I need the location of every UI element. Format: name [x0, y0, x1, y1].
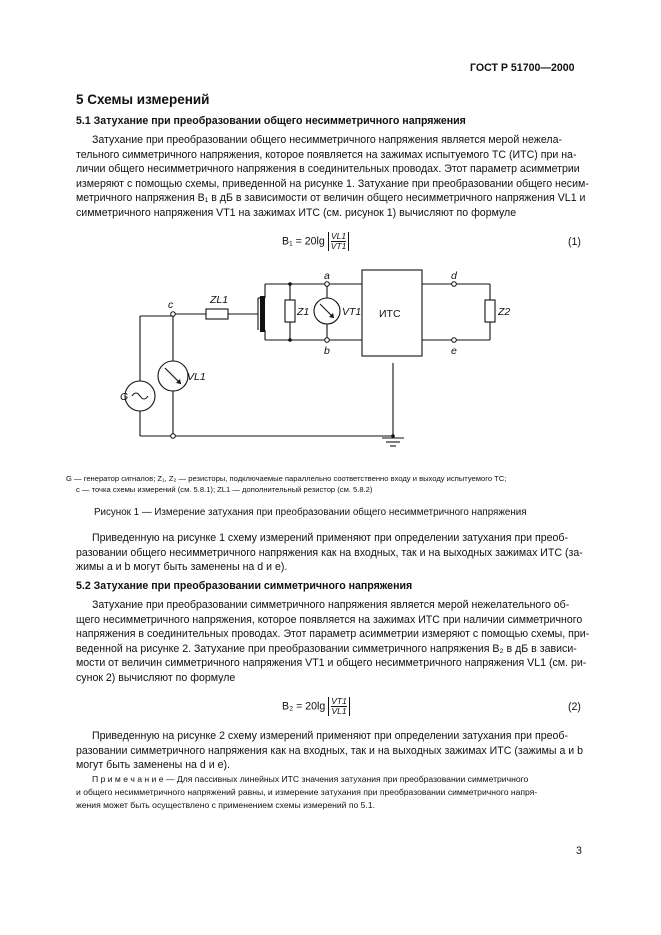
formula-2: [282, 697, 350, 716]
junction: [391, 434, 395, 438]
sine-symbol: [132, 393, 148, 399]
text-line: разовании общего несимметричного напряжения как на входных, так и на выходных зажимах ИТС (за-: [76, 546, 583, 559]
note-line: жения может быть осуществлено с применением схемы измерений по 5.1.: [76, 800, 375, 810]
label-c: c: [168, 299, 174, 311]
note-line: и общего несимметричного напряжений равны, и измерение затухания при преобразовании симметричного напря-: [76, 787, 538, 797]
formula-1-denominator: VT1: [330, 241, 347, 251]
label-zl1: ZL1: [210, 294, 229, 306]
text-line: веденной на рисунке 2. Затухание при преобразовании симметричного напряжения B₂ в дБ в зависи-: [76, 642, 577, 655]
s51-paragraph-1: [76, 133, 589, 220]
label-vl1: VL1: [187, 371, 206, 383]
label-vt1: VT1: [342, 306, 362, 318]
text-line: мости от величин симметричного напряжения VT1 и общего несимметричного напряжения VL1 (см. ри-: [76, 657, 587, 669]
note-block: [76, 773, 584, 812]
text-line: жимы a и b могут быть заменены на d и e).: [76, 561, 288, 573]
label-g: G: [120, 391, 129, 403]
terminal-c: [171, 312, 176, 317]
text-line: сунок 2) вычисляют по формуле: [76, 671, 236, 684]
text-line: измеряют с помощью схемы, приведенной на рисунке 1. Затухание при преобразовании общего несим-: [76, 177, 589, 190]
text-line: тельного симметричного напряжения, которое появляется на зажимах испытуемого ТС (ИТС) при на-: [76, 148, 577, 161]
junction: [288, 282, 292, 286]
text-line: разовании симметричного напряжения как на входных, так и на выходных зажимах ИТС (зажимы a и b: [76, 744, 584, 757]
label-z2: Z2: [498, 306, 510, 318]
label-e: e: [451, 345, 457, 357]
terminal-d: [452, 282, 457, 287]
subsection-5-1-title: 5.1 Затухание при преобразовании общего несимметричного напряжения: [76, 115, 466, 127]
formula-2-lhs: B₂ = 20lg: [282, 700, 326, 713]
text-line: Затухание при преобразовании симметричного напряжения является мерой нежелательного об-: [92, 599, 570, 611]
figure-1-circuit-diagram: [110, 268, 510, 454]
label-device: ИТС: [379, 308, 401, 320]
label-z1: Z1: [297, 306, 310, 318]
note-line: П р и м е ч а н и е — Для пассивных линейных ИТС значения затухания при преобразовании симметричного: [92, 774, 529, 784]
transformer-core: [260, 296, 265, 332]
section-title: 5 Схемы измерений: [76, 92, 210, 107]
text-line: напряжения в соединительных проводах. Этот параметр асимметрии измеряют с помощью схемы, при-: [76, 628, 590, 640]
s52-paragraph-1: [76, 598, 590, 685]
terminal-b: [325, 338, 330, 343]
formula-2-numerator: VT1: [331, 696, 347, 706]
figure-1-legend: [66, 473, 506, 495]
text-line: метричного напряжения B₁ в дБ в зависимости от величин общего несимметричного напряжения VL1 и: [76, 192, 586, 204]
text-line: Приведенную на рисунке 1 схему измерений применяют при определении затухания при преоб-: [92, 532, 568, 544]
s52-paragraph-2: [76, 729, 584, 773]
label-a: a: [324, 270, 330, 282]
s51-paragraph-2: [76, 531, 584, 575]
text-line: Приведенную на рисунке 2 схему измерений применяют при определении затухания при преоб-: [92, 730, 568, 742]
legend-line: c — точка схемы измерений (см. 5.8.1); ZL1 — дополнительный резистор (см. 5.8.2): [76, 485, 373, 494]
figure-1-caption: Рисунок 1 — Измерение затухания при преобразовании общего несимметричного напряжения: [94, 507, 527, 518]
formula-1-numerator: VL1: [330, 231, 347, 241]
label-b: b: [324, 345, 330, 357]
subsection-5-2-title: 5.2 Затухание при преобразовании симметричного напряжения: [76, 580, 413, 592]
formula-1-number: (1): [568, 236, 581, 248]
legend-line: G — генератор сигналов; Z₁, Z₂ — резисторы, подключаемые параллельно соответственно входу и выходу испытуемого ТС;: [66, 474, 507, 483]
terminal: [171, 434, 176, 439]
text-line: симметричного напряжения VT1 на зажимах ИТС (см. рисунок 1) вычисляют по формуле: [76, 206, 517, 219]
standard-header: ГОСТ Р 51700—2000: [470, 62, 575, 74]
resistor-zl1: [206, 309, 228, 319]
formula-2-number: (2): [568, 701, 581, 713]
junction: [288, 338, 292, 342]
page-number: 3: [576, 845, 582, 857]
resistor-z2: [485, 300, 495, 322]
formula-2-denominator: VL1: [331, 706, 347, 716]
terminal-e: [452, 338, 457, 343]
text-line: личии общего несимметричного напряжения в соединительных проводах. Этот параметр асимметрии: [76, 163, 580, 175]
text-line: могут быть заменены на d и e).: [76, 759, 230, 771]
label-d: d: [451, 270, 457, 282]
formula-1-lhs: B₁ = 20lg: [282, 235, 325, 248]
text-line: щего несимметричного напряжения, которое появляется на зажимах ИТС при наличии симметричного: [76, 613, 583, 626]
formula-1-fraction: [328, 232, 350, 251]
text-line: Затухание при преобразовании общего несимметричного напряжения является мерой нежела-: [92, 134, 563, 146]
resistor-z1: [285, 300, 295, 322]
formula-1: [282, 232, 349, 251]
terminal-a: [325, 282, 330, 287]
formula-2-fraction: [328, 697, 350, 716]
